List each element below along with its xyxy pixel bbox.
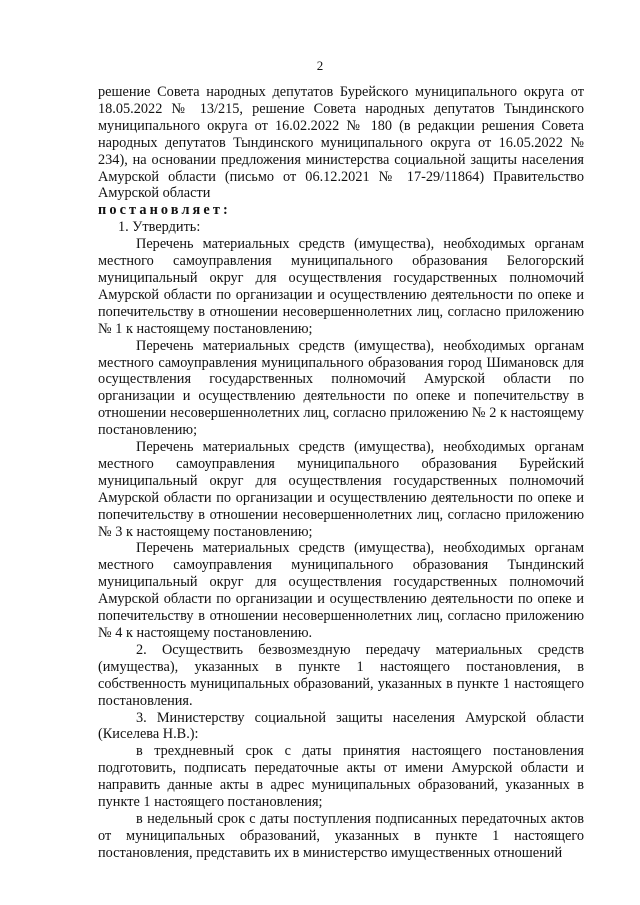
paragraph-item-3: 3. Министерству социальной защиты населения Амурской области (Киселева Н.В.): [98,709,584,743]
paragraph-item-1: 1. Утвердить: [118,219,201,236]
document-body [98,84,584,862]
paragraph-resolves: постановляет: [98,202,231,219]
paragraph-item-2: 2. Осуществить безвозмездную передачу материальных средств (имущества), указанных в пункте 1 настоящего постановления, в собственность муниципальных образований, указанных в пункте 1 настоящего постановления. [98,641,584,709]
paragraph-item-3-sub-2: в недельный срок с даты поступления подписанных передаточных актов от муниципальных образований, указанных в пункте 1 настоящего постановления, представить их в министерство имущественных отношений [98,810,584,861]
paragraph-list-tynda: Перечень материальных средств (имущества), необходимых органам местного самоуправления муниципального образования Тындинский муниципальный округ для осуществления государственных полномочий Амурской области по организации и осуществлению деятельности по опеке и попечительству в отношении несовершеннолетних лиц, согласно приложению № 4 к настоящему постановлению. [98,540,584,641]
paragraph-list-shimanovsk: Перечень материальных средств (имущества), необходимых органам местного самоуправления муниципального образования город Шимановск для осуществления государственных полномочий Амурской области по организации и осуществлению деятельности по опеке и попечительству в отношении несовершеннолетних лиц, согласно приложению № 2 к настоящему постановлению; [98,337,584,439]
paragraph-preamble: решение Совета народных депутатов Бурейского муниципального округа от 18.05.2022 № 13/215, решение Совета народных депутатов Тындинского муниципального округа от 16.02.2022 № 180 (в редакции решения Совета народных депутатов Тындинского муниципального округа от 16.05.2022 № 234), на основании предложения министерства социальной защиты населения Амурской области (письмо от 06.12.2021 № 17-29/11864) Правительство Амурской области [98,84,584,202]
paragraph-list-belogorsk: Перечень материальных средств (имущества), необходимых органам местного самоуправления муниципального образования Белогорский муниципальный округ для осуществления государственных полномочий Амурской области по организации и осуществлению деятельности по опеке и попечительству в отношении несовершеннолетних лиц, согласно приложению № 1 к настоящему постановлению; [98,236,584,337]
paragraph-list-bureya: Перечень материальных средств (имущества), необходимых органам местного самоуправления муниципального образования Бурейский муниципальный округ для осуществления государственных полномочий Амурской области по организации и осуществлению деятельности по опеке и попечительству в отношении несовершеннолетних лиц, согласно приложению № 3 к настоящему постановлению; [98,439,584,540]
paragraph-item-3-sub-1: в трехдневный срок с даты принятия настоящего постановления подготовить, подписать передаточные акты от имени Амурской области и направить данные акты в адрес муниципальных образований, указанных в пункте 1 настоящего постановления; [98,743,584,811]
page-number: 2 [316,58,324,73]
